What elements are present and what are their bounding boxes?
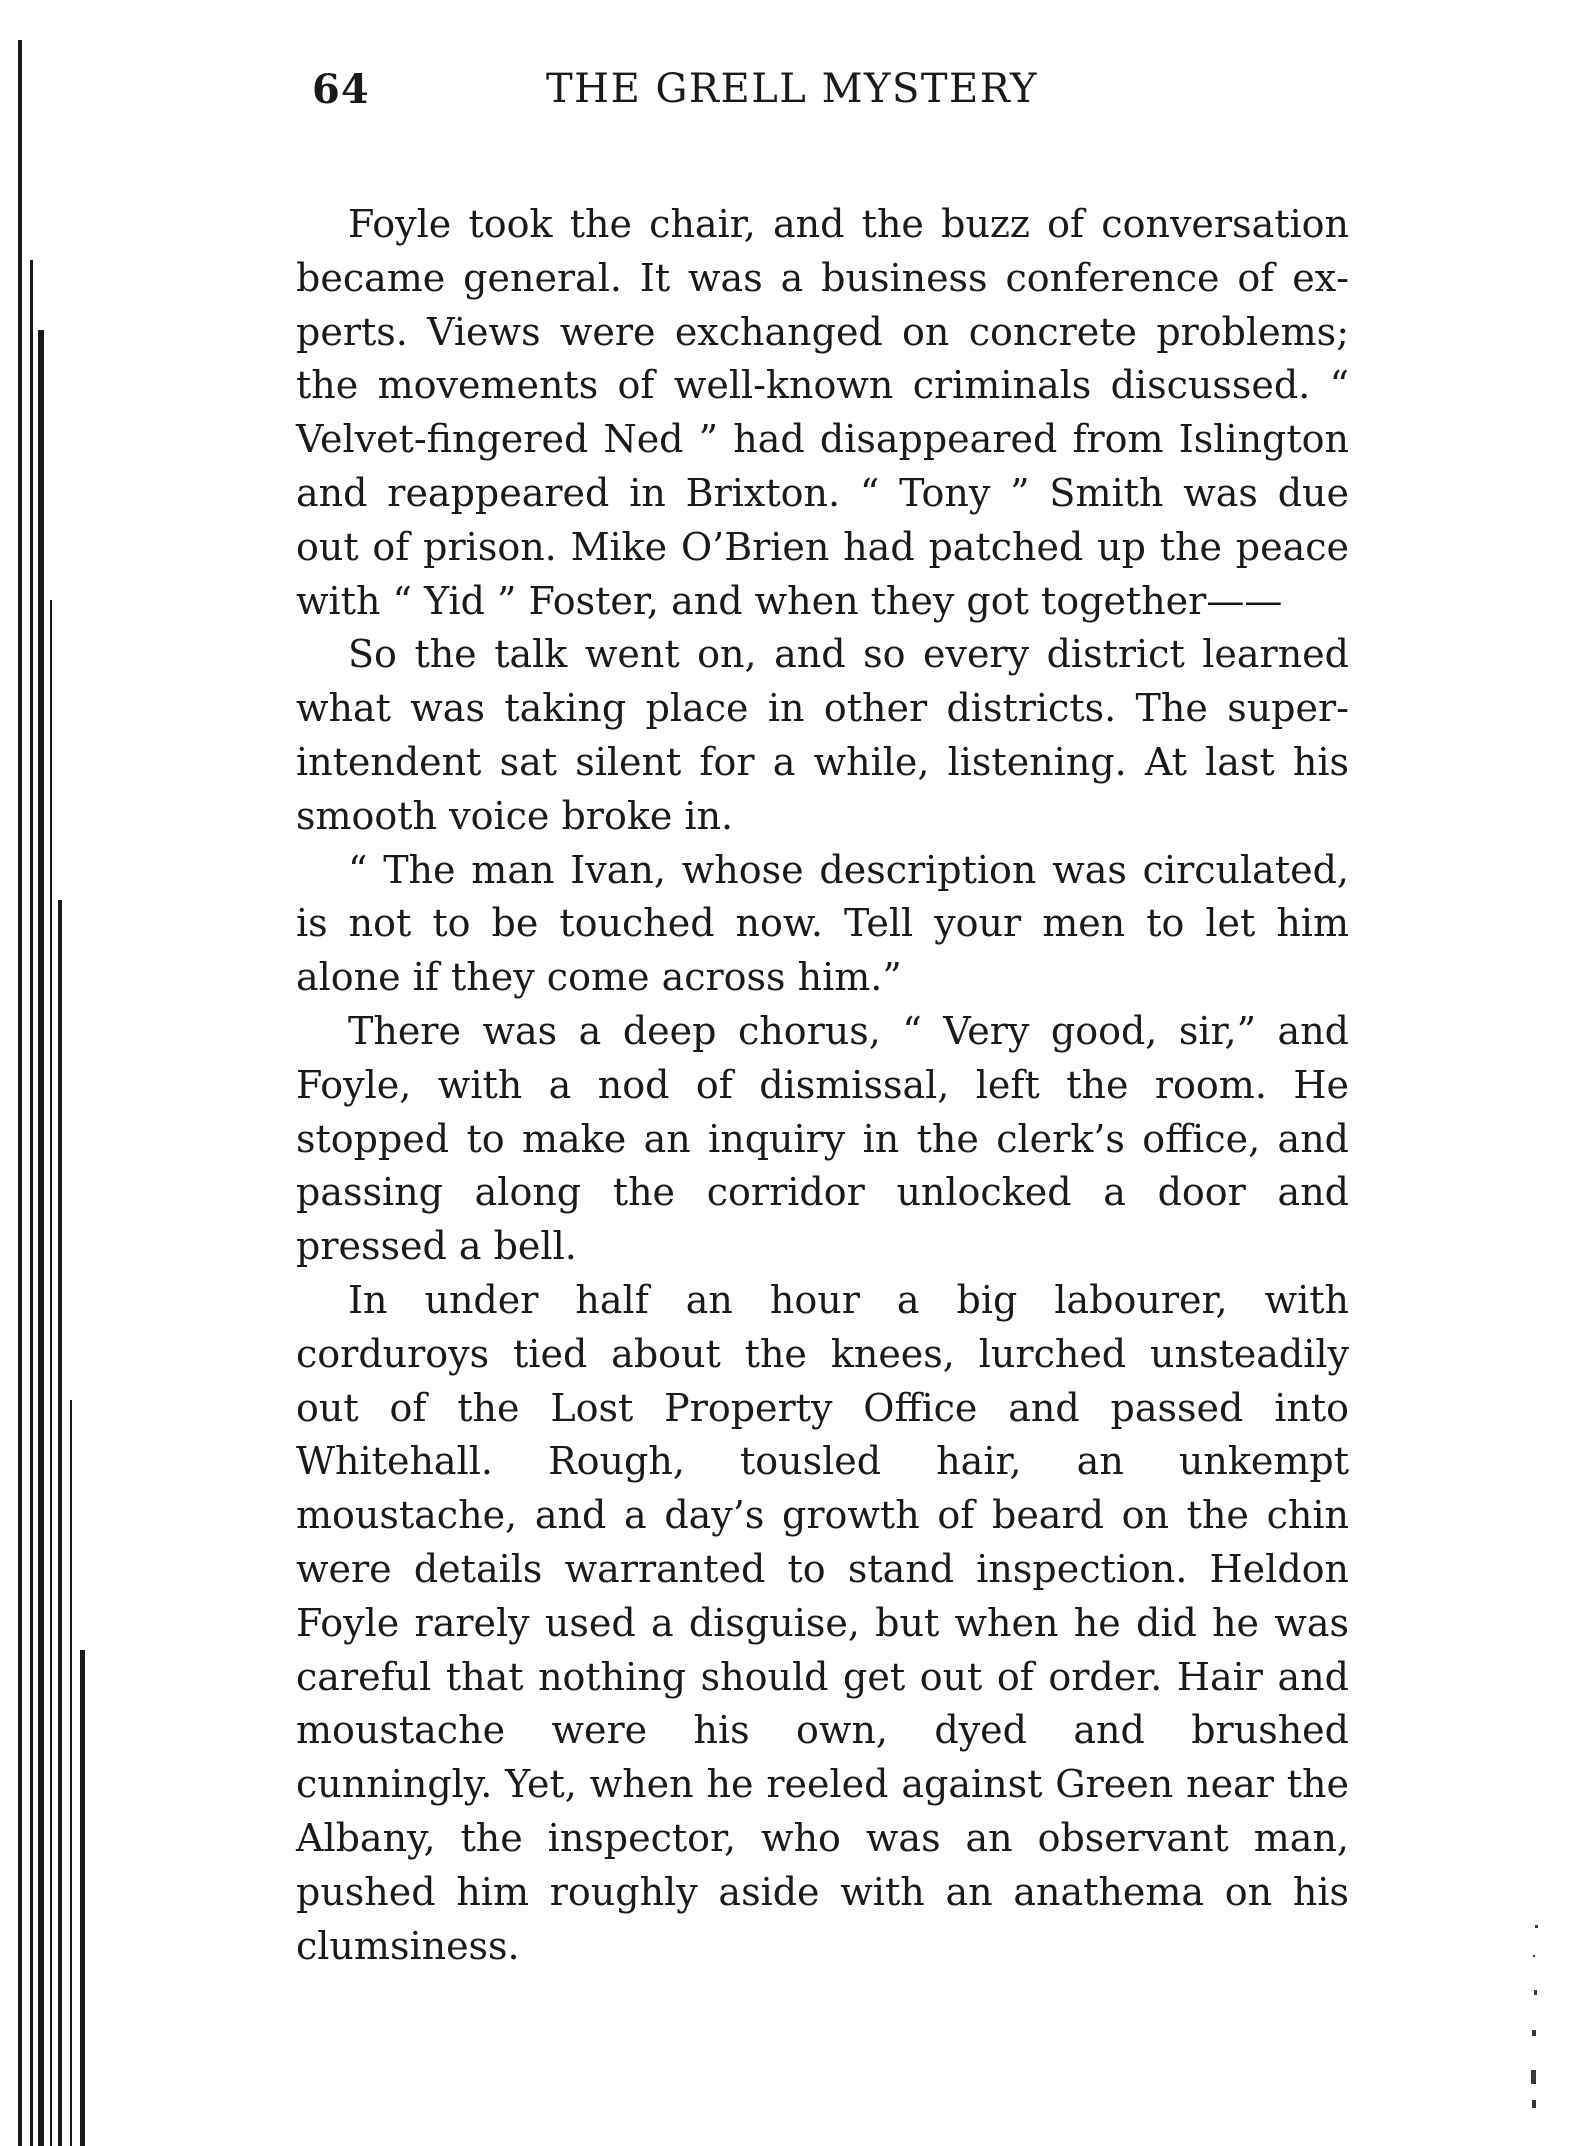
book-page — [296, 60, 1349, 1973]
paragraph: So the talk went on, and so every district learned what was taking place in other districts. The superintendent sat silent for a while, listening. At last his smooth voice broke in. — [296, 632, 1349, 838]
paragraph: There was a deep chorus, “ Very good, sir,” and Foyle, with a nod of dismissal, left the room. He stopped to make an inquiry in the clerk’s office, and passing along the corridor unlocked a door and pressed a bell. — [296, 1008, 1349, 1269]
paragraph: In under half an hour a big labourer, with corduroys tied about the knees, lurched unsteadily out of the Lost Property Office and passed into Whitehall. Rough, tousled hair, an unkempt moustache, and a day’s growth of beard on the chin were details warranted to stand inspection. Heldon Foyle rarely used a disguise, but when he did he was careful that nothing should get out of order. Hair and moustache were his own, dyed and brushed cunningly. Yet, when he reeled against Green near the Albany, the inspector, who was an observant man, pushed him roughly aside with an anathema on his clumsiness. — [296, 1277, 1349, 1968]
body-text — [296, 198, 1349, 1973]
paragraph: “ The man Ivan, whose description was circulated, is not to be touched now. Tell your men to let him alone if they come across him.” — [296, 847, 1349, 1000]
paragraph: Foyle took the chair, and the buzz of conversation became general. It was a business conference of experts. Views were exchanged on concrete problems; the movements of well-known criminals discussed. “ Velvet-fingered Ned ” had disappeared from Islington and reappeared in Brixton. “ Tony ” Smith was due out of prison. Mike O’Brien had patched up the peace with “ Yid ” Foster, and when they got together—— — [296, 202, 1349, 623]
running-title: THE GRELL MYSTERY — [546, 66, 1039, 112]
running-head — [296, 60, 1349, 120]
scan-artifacts — [1515, 0, 1575, 2146]
book-binding-edge — [0, 0, 110, 2146]
page-number: 64 — [312, 66, 370, 113]
